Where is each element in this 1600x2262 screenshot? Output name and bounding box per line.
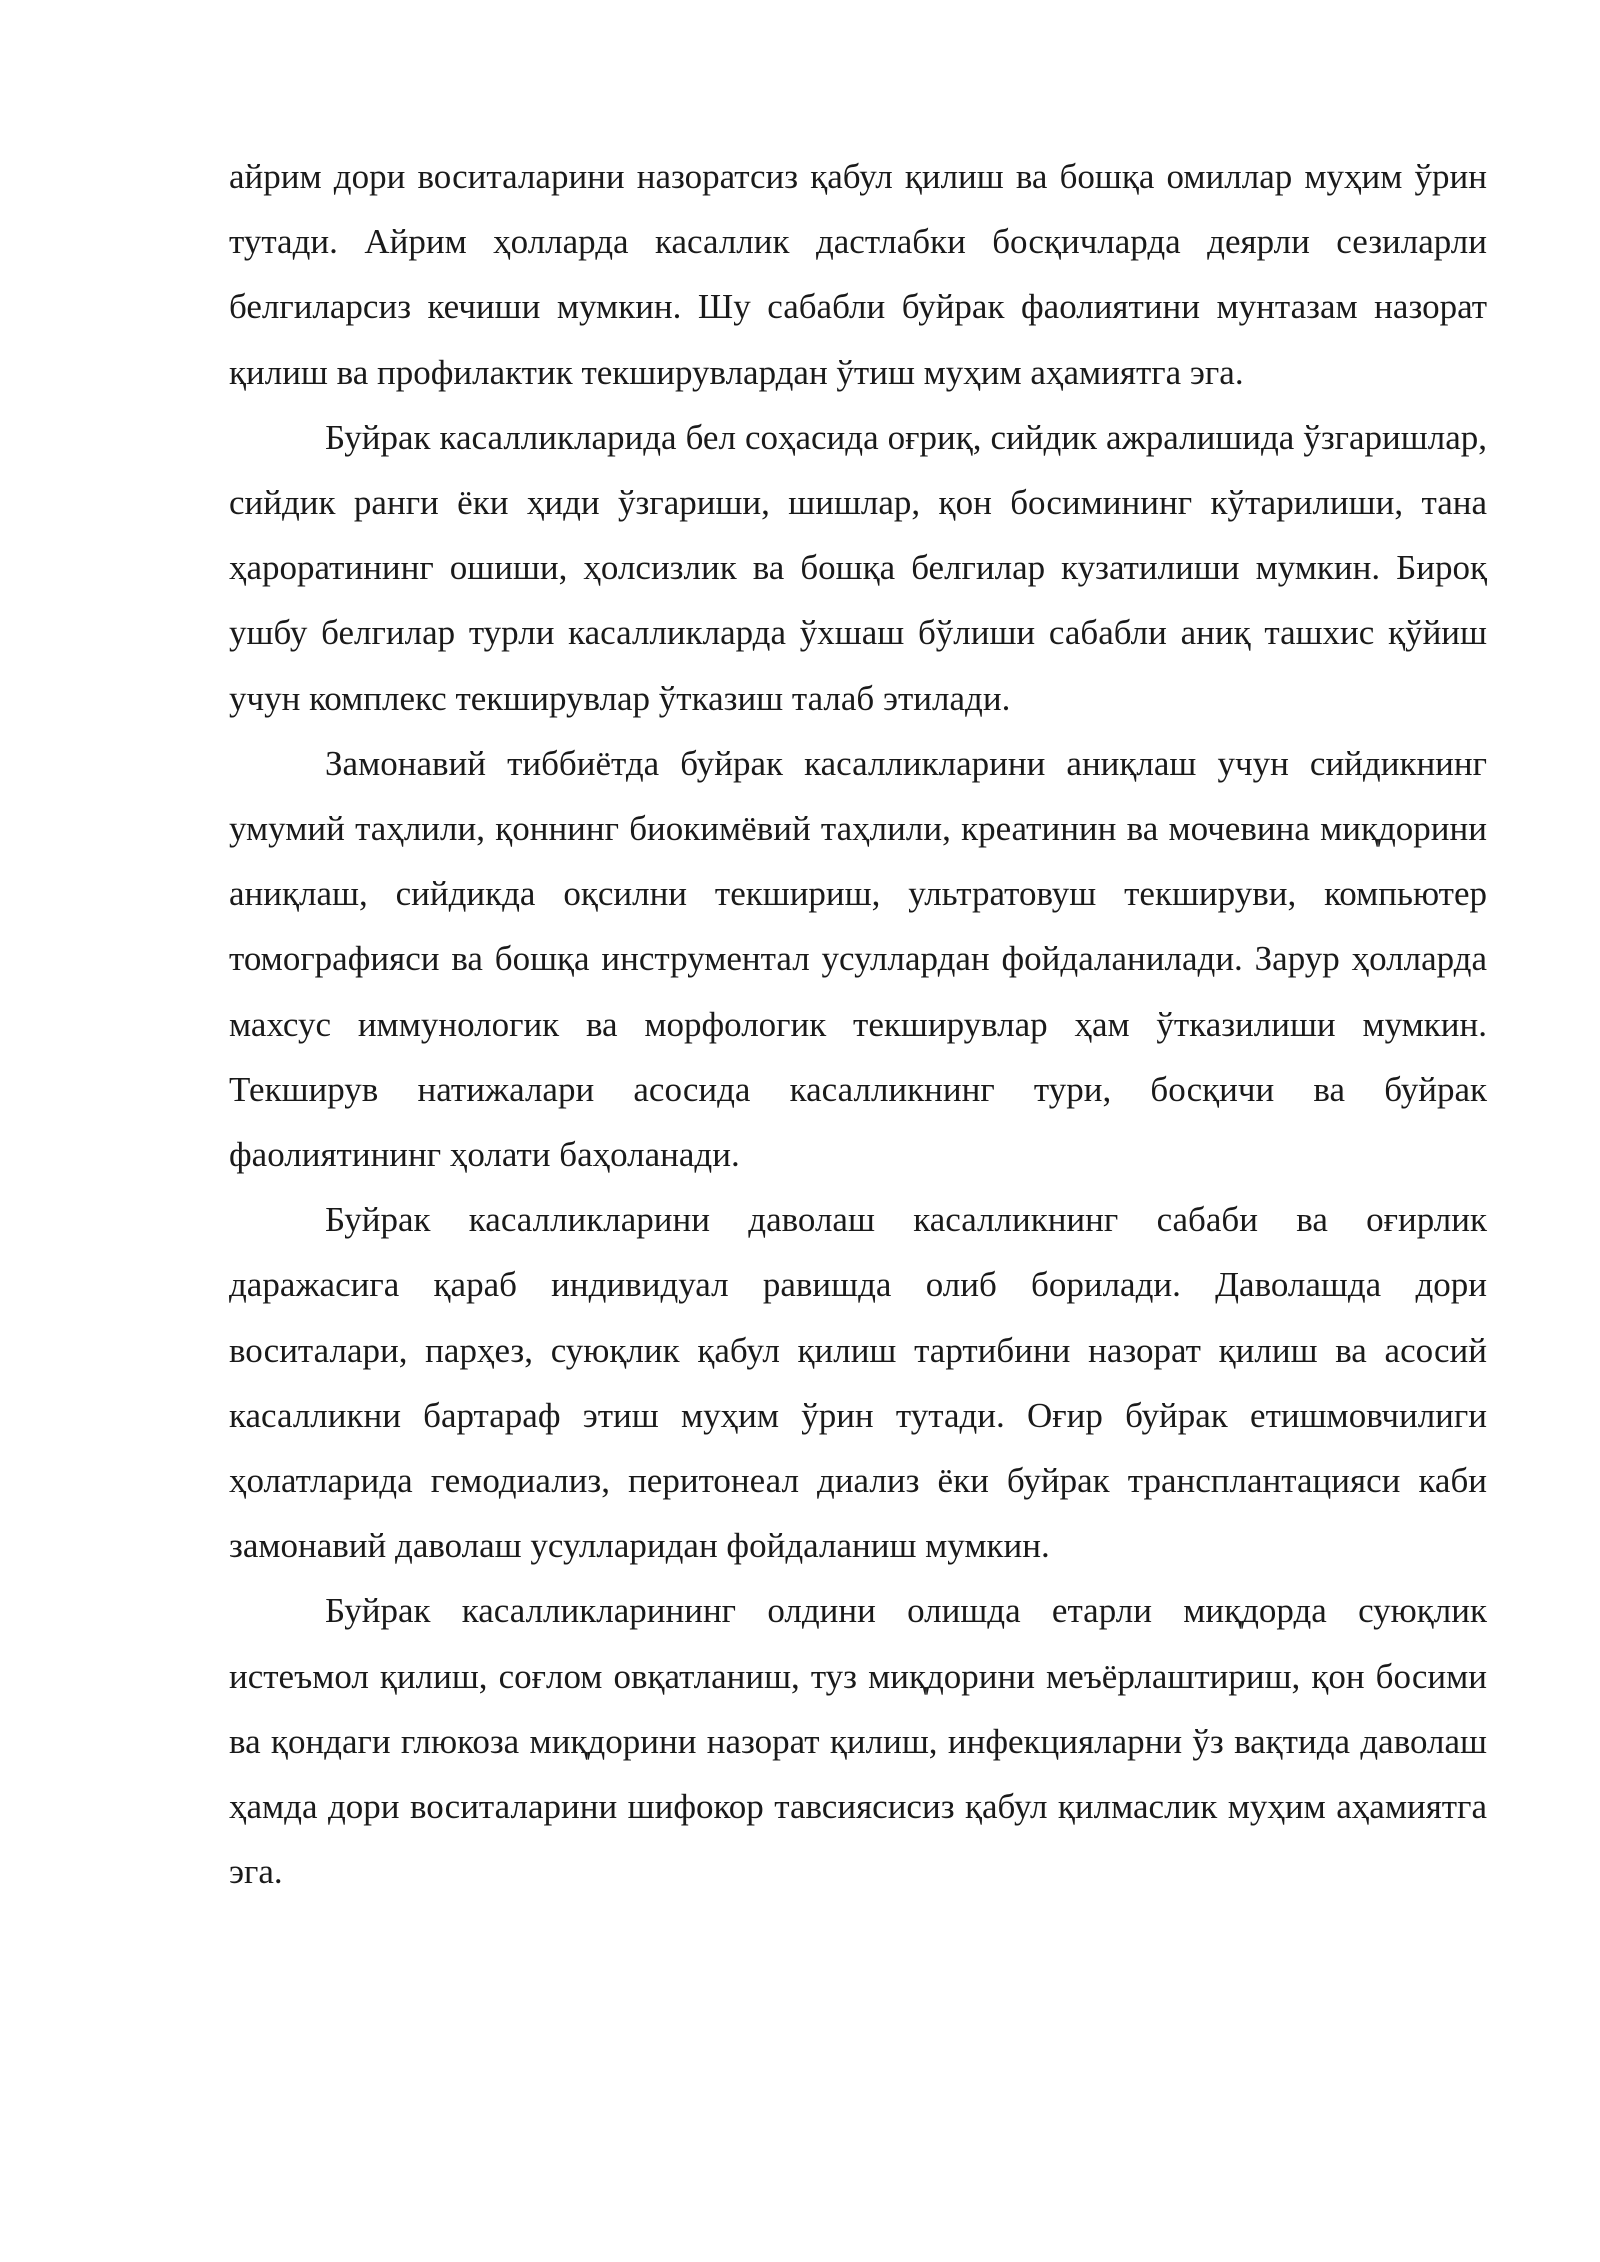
paragraph-continuation: айрим дори воситаларини назоратсиз қабул қилиш ва бошқа омиллар муҳим ўрин тутади. Айрим ҳолларда касаллик дастлабки босқичларда деярли сезиларли белгиларсиз кечиши мумкин. Шу сабабли буйрак фаолиятини мунтазам назорат қилиш ва профилактик текширувлардан ўтиш муҳим аҳамиятга эга.: [229, 157, 1487, 392]
document-body: [229, 144, 1487, 1904]
paragraph-diagnostics: Замонавий тиббиётда буйрак касалликларини аниқлаш учун сийдикнинг умумий таҳлили, қоннинг биокимёвий таҳлили, креатинин ва мочевина миқдорини аниқлаш, сийдикда оқсилни текшириш, ультратовуш текшируви, компьютер томографияси ва бошқа инструментал усуллардан фойдаланилади. Зарур ҳолларда махсус иммунологик ва морфологик текширувлар ҳам ўтказилиши мумкин. Текширув натижалари асосида касалликнинг тури, босқичи ва буйрак фаолиятининг ҳолати баҳоланади.: [229, 743, 1487, 1175]
paragraph-symptoms: Буйрак касалликларида бел соҳасида оғриқ, сийдик ажралишида ўзгаришлар, сийдик ранги ёки ҳиди ўзгариши, шишлар, қон босимининг кўтарилиши, тана ҳароратининг ошиши, ҳолсизлик ва бошқа белгилар кузатилиши мумкин. Бироқ ушбу белгилар турли касалликларда ўхшаш бўлиши сабабли аниқ ташхис қўйиш учун комплекс текширувлар ўтказиш талаб этилади.: [229, 417, 1487, 718]
paragraph-prevention: Буйрак касалликларининг олдини олишда етарли миқдорда суюқлик истеъмол қилиш, соғлом овқатланиш, туз миқдорини меъёрлаштириш, қон босими ва қондаги глюкоза миқдорини назорат қилиш, инфекцияларни ўз вақтида даволаш ҳамда дори воситаларини шифокор тавсиясисиз қабул қилмаслик муҳим аҳамиятга эга.: [229, 1591, 1487, 1892]
paragraph-treatment: Буйрак касалликларини даволаш касалликнинг сабаби ва оғирлик даражасига қараб индивидуал равишда олиб борилади. Даволашда дори воситалари, парҳез, суюқлик қабул қилиш тартибини назорат қилиш ва асосий касалликни бартараф этиш муҳим ўрин тутади. Оғир буйрак етишмовчилиги ҳолатларида гемодиализ, перитонеал диализ ёки буйрак трансплантацияси каби замонавий даволаш усулларидан фойдаланиш мумкин.: [229, 1200, 1487, 1566]
